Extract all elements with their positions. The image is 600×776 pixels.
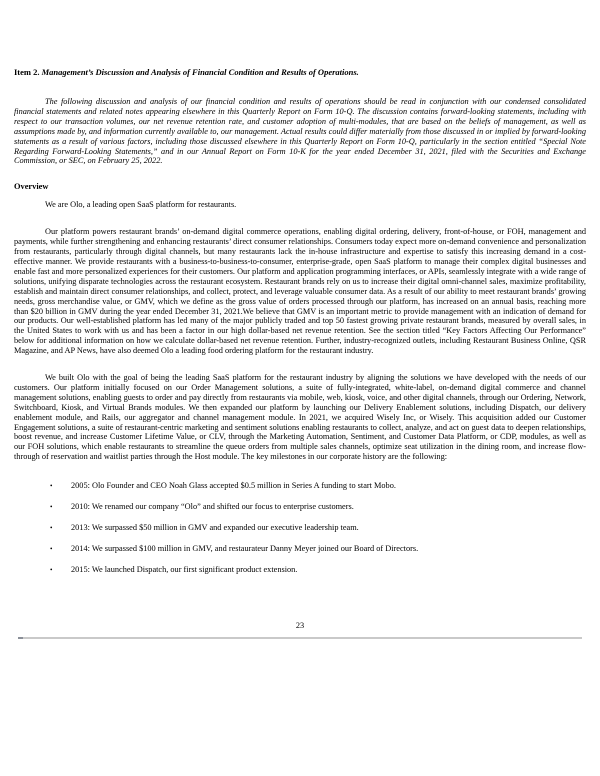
company-history-paragraph: We built Olo with the goal of being the leading SaaS platform for the restaurant industry by aligning the solutions we have developed with the needs of our customers. Our platform initially focused on our Order Management solutions, a suite of fully-integrated, white-label, on-demand digital commerce and channel management solutions, enabling guests to order and pay directly from restaurants via mobile, web, kiosk, voice, and other digital channels, through our Ordering, Network, Switchboard, Kiosk, and Virtual Brands modules. We then expanded our platform by launching our Delivery Enablement solutions, including Dispatch, our delivery enablement module, and Rails, our aggregator and channel management module. In 2021, we acquired Wisely Inc, or Wisely. This acquisition added our Customer Engagement solutions, a suite of restaurant-centric marketing and sentiment solutions enabling restaurants to collect, analyze, and act on guest data to deepen relationships, boost revenue, and increase Customer Lifetime Value, or CLV, through the Marketing Automation, Sentiment, and Customer Data Platform, or CDP, modules, as well as our FOH solutions, which enable restaurants to streamline the queue orders from multiple sales channels, optimize seat utilization in the dining room, and increase flow-through of reservation and waitlist parties through the Host module. The key milestones in our corporate history are the following: [14, 373, 586, 462]
forward-looking-statements-paragraph: The following discussion and analysis of our financial condition and results of operations should be read in conjunction with our condensed consolidated financial statements and related notes appearing elsewhere in this Quarterly Report on Form 10-Q. The discussion contains forward-looking statements, including with respect to our transaction volumes, our net revenue retention rate, and customer adoption of multi-modules, that are based on the beliefs of management, as well as assumptions made by, and information currently available to, our management. Actual results could differ materially from those discussed in or implied by forward-looking statements as a result of various factors, including those discussed elsewhere in this Quarterly Report on Form 10-Q, particularly in the section entitled “Special Note Regarding Forward-Looking Statements,” and in our Annual Report on Form 10-K for the year ended December 31, 2021, filed with the Securities and Exchange Commission, or SEC, on February 25, 2022. [14, 97, 586, 166]
list-item [14, 481, 586, 491]
overview-lead-paragraph: We are Olo, a leading open SaaS platform for restaurants. [45, 200, 237, 210]
footer-divider [18, 637, 582, 639]
list-item [14, 523, 586, 533]
bullet-icon: • [50, 566, 53, 575]
item-title: Management’s Discussion and Analysis of Financial Condition and Results of Operations. [41, 67, 359, 77]
milestone-list [14, 481, 586, 575]
milestone-text: 2015: We launched Dispatch, our first significant product extension. [71, 565, 298, 575]
page-number: 23 [295, 621, 305, 630]
bullet-icon: • [50, 482, 53, 491]
overview-heading: Overview [14, 182, 49, 192]
list-item [14, 544, 586, 554]
section-heading [14, 67, 586, 77]
list-item [14, 565, 586, 575]
milestone-text: 2014: We surpassed $100 million in GMV, and restaurateur Danny Meyer joined our Board of Directors. [71, 544, 419, 554]
page-footer [14, 621, 586, 639]
milestone-text: 2005: Olo Founder and CEO Noah Glass accepted $0.5 million in Series A funding to start Mobo. [71, 481, 396, 491]
milestone-text: 2013: We surpassed $50 million in GMV and expanded our executive leadership team. [71, 523, 359, 533]
list-item [14, 502, 586, 512]
milestone-text: 2010: We renamed our company “Olo” and shifted our focus to enterprise customers. [71, 502, 354, 512]
platform-description-paragraph: Our platform powers restaurant brands’ on-demand digital commerce operations, enabling digital ordering, delivery, front-of-house, or FOH, management and payments, while further strengthening and enhancing restaurants’ direct consumer relationships. Consumers today expect more on-demand convenience and personalization from restaurants, particularly through digital channels, but many restaurants lack the in-house infrastructure and expertise to satisfy this increasing demand in a cost-effective manner. We provide restaurants with a business-to-business-to-consumer, enterprise-grade, open SaaS platform to manage their complex digital businesses and enable fast and more personalized experiences for their customers. Our platform and application programming interfaces, or APIs, seamlessly integrate with a wide range of solutions, unifying disparate technologies across the restaurant ecosystem. Restaurant brands rely on us to increase their digital omni-channel sales, maximize profitability, establish and maintain direct consumer relationships, and collect, protect, and leverage valuable consumer data. As a result of our ability to meet restaurant brands’ growing needs, gross merchandise value, or GMV, which we define as the gross value of orders processed through our platform, has increased on an annual basis, reaching more than $20 billion in GMV during the year ended December 31, 2021.We believe that GMV is an important metric to provide management with an indication of demand for our products. Our well-established platform has led many of the major publicly traded and top 50 fastest growing private restaurant brands, measured by overall sales, in the United States to work with us and has been a factor in our high dollar-based net revenue retention. See the section titled “Key Factors Affecting Our Performance” below for additional information on how we calculate dollar-based net revenue retention. Further, industry-recognized outlets, including Restaurant Business Online, QSR Magazine, and AP News, have also deemed Olo a leading food ordering platform for the restaurant industry. [14, 227, 586, 356]
bullet-icon: • [50, 524, 53, 533]
item-number: Item 2. [14, 67, 40, 77]
divider-tick [18, 637, 23, 639]
bullet-icon: • [50, 545, 53, 554]
bullet-icon: • [50, 503, 53, 512]
